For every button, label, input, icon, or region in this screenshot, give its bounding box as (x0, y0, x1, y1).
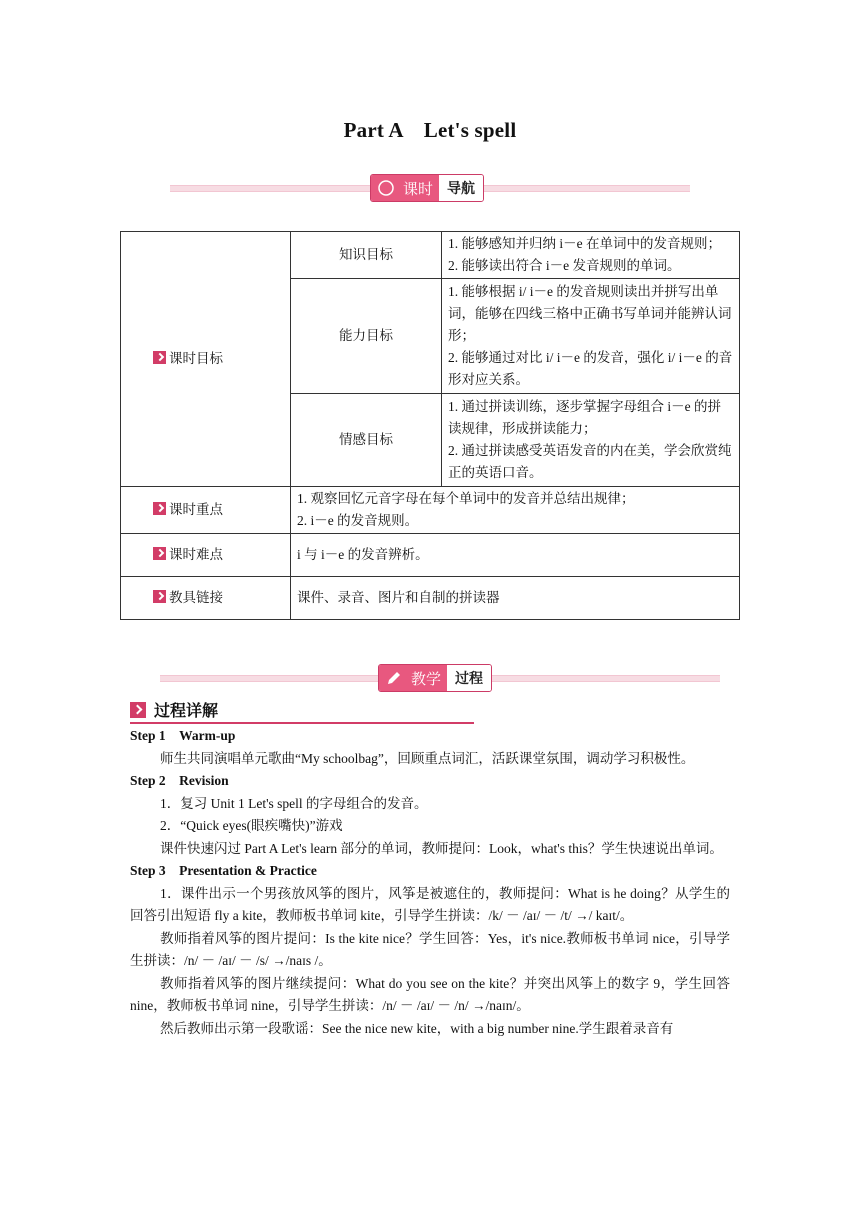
nav-banner-sublabel: 导航 (439, 175, 483, 201)
paragraph: 师生共同演唱单元歌曲“My schoolbag”，回顾重点词汇，活跃课堂氛围，调动学习积极性。 (160, 750, 695, 766)
paragraph: 教师指着风筝的图片提问：Is the kite nice？学生回答：Yes，it's nice.教师板书单词 nice，引导学生拼读：/n/ － /aɪ/ － /s/ →/naɪs /。 (130, 930, 730, 968)
nav-banner-label: 课时 (401, 175, 439, 201)
process-banner-label: 教学 (409, 665, 447, 691)
arrow-marker-icon (153, 590, 166, 603)
goal-content (442, 279, 740, 394)
goal-line: 2. 通过拼读感受英语发音的内在美，学会欣赏纯正的英语口音。 (448, 443, 732, 480)
teaching-process-banner (0, 663, 860, 693)
goal-line: 1. 通过拼读训练，逐步掌握字母组合 i－e 的拼读规律，形成拼读能力； (448, 399, 721, 436)
paragraph: 教师指着风筝的图片继续提问：What do you see on the kite？并突出风筝上的数字 9，学生回答 nine，教师板书单词 nine，引导学生拼读：/n/ － /aɪ/ － /n/ →/naɪn/。 (130, 975, 730, 1013)
focus-line: 2. i－e 的发音规则。 (297, 513, 419, 528)
table-row (121, 232, 740, 279)
arrow-marker-icon (153, 547, 166, 560)
pencil-icon (379, 665, 409, 691)
goals-label: 课时目标 (169, 351, 223, 366)
table-row (121, 534, 740, 577)
goal-line: 1. 能够感知并归纳 i－e 在单词中的发音规则； (448, 236, 721, 251)
tools-label: 教具链接 (169, 590, 223, 605)
step-title: Step 3 Presentation & Practice (130, 863, 317, 878)
goal-type: 能力目标 (291, 279, 442, 394)
table-row (121, 577, 740, 620)
arrow-marker-icon (130, 702, 146, 718)
goal-content (442, 232, 740, 279)
tools-content: 课件、录音、图片和自制的拼读器 (291, 577, 740, 620)
focus-label: 课时重点 (169, 502, 223, 517)
goal-line: 2. 能够读出符合 i－e 发音规则的单词。 (448, 258, 681, 273)
paragraph: 1．课件出示一个男孩放风筝的图片，风筝是被遮住的，教师提问：What is he doing？从学生的回答引出短语 fly a kite，教师板书单词 kite，引导学生拼读：/k/ － /aɪ/ － /t/ →/ kaɪt/。 (130, 885, 730, 923)
goals-label-cell (121, 232, 291, 487)
arrow-marker-icon (153, 502, 166, 515)
focus-content (291, 487, 740, 534)
goal-line: 1. 能够根据 i/ i－e 的发音规则读出并拼写出单词，能够在四线三格中正确书写单词并能辨认词形； (448, 284, 732, 343)
process-banner-sublabel: 过程 (447, 665, 491, 691)
lesson-plan-table (120, 231, 740, 620)
lesson-process-text (130, 725, 730, 1040)
difficulty-label: 课时难点 (169, 547, 223, 562)
difficulty-content: i 与 i－e 的发音辨析。 (291, 534, 740, 577)
table-row (121, 487, 740, 534)
goal-content (442, 394, 740, 487)
goal-type: 情感目标 (291, 394, 442, 487)
focus-line: 1. 观察回忆元音字母在每个单词中的发音并总结出规律； (297, 491, 635, 506)
lesson-nav-banner (0, 173, 860, 203)
tools-label-cell (121, 577, 291, 620)
arrow-marker-icon (153, 351, 166, 364)
page-title: Part A Let's spell (343, 118, 517, 142)
paragraph: 课件快速闪过 Part A Let's learn 部分的单词，教师提问：Look，what's this？学生快速说出单词。 (160, 840, 723, 856)
paragraph: 然后教师出示第一段歌谣：See the nice new kite，with a big number nine.学生跟着录音有 (160, 1020, 674, 1036)
compass-icon (371, 175, 401, 201)
goal-line: 2. 能够通过对比 i/ i－e 的发音，强化 i/ i－e 的音形对应关系。 (448, 350, 733, 387)
process-detail-header (130, 700, 474, 724)
focus-label-cell (121, 487, 291, 534)
paragraph: 1．复习 Unit 1 Let's spell 的字母组合的发音。 (160, 795, 428, 811)
process-detail-title: 过程详解 (154, 701, 219, 720)
step-title: Step 2 Revision (130, 773, 229, 788)
paragraph: 2．“Quick eyes(眼疾嘴快)”游戏 (160, 818, 343, 833)
step-title: Step 1 Warm-up (130, 728, 236, 743)
difficulty-label-cell (121, 534, 291, 577)
goal-type: 知识目标 (291, 232, 442, 279)
